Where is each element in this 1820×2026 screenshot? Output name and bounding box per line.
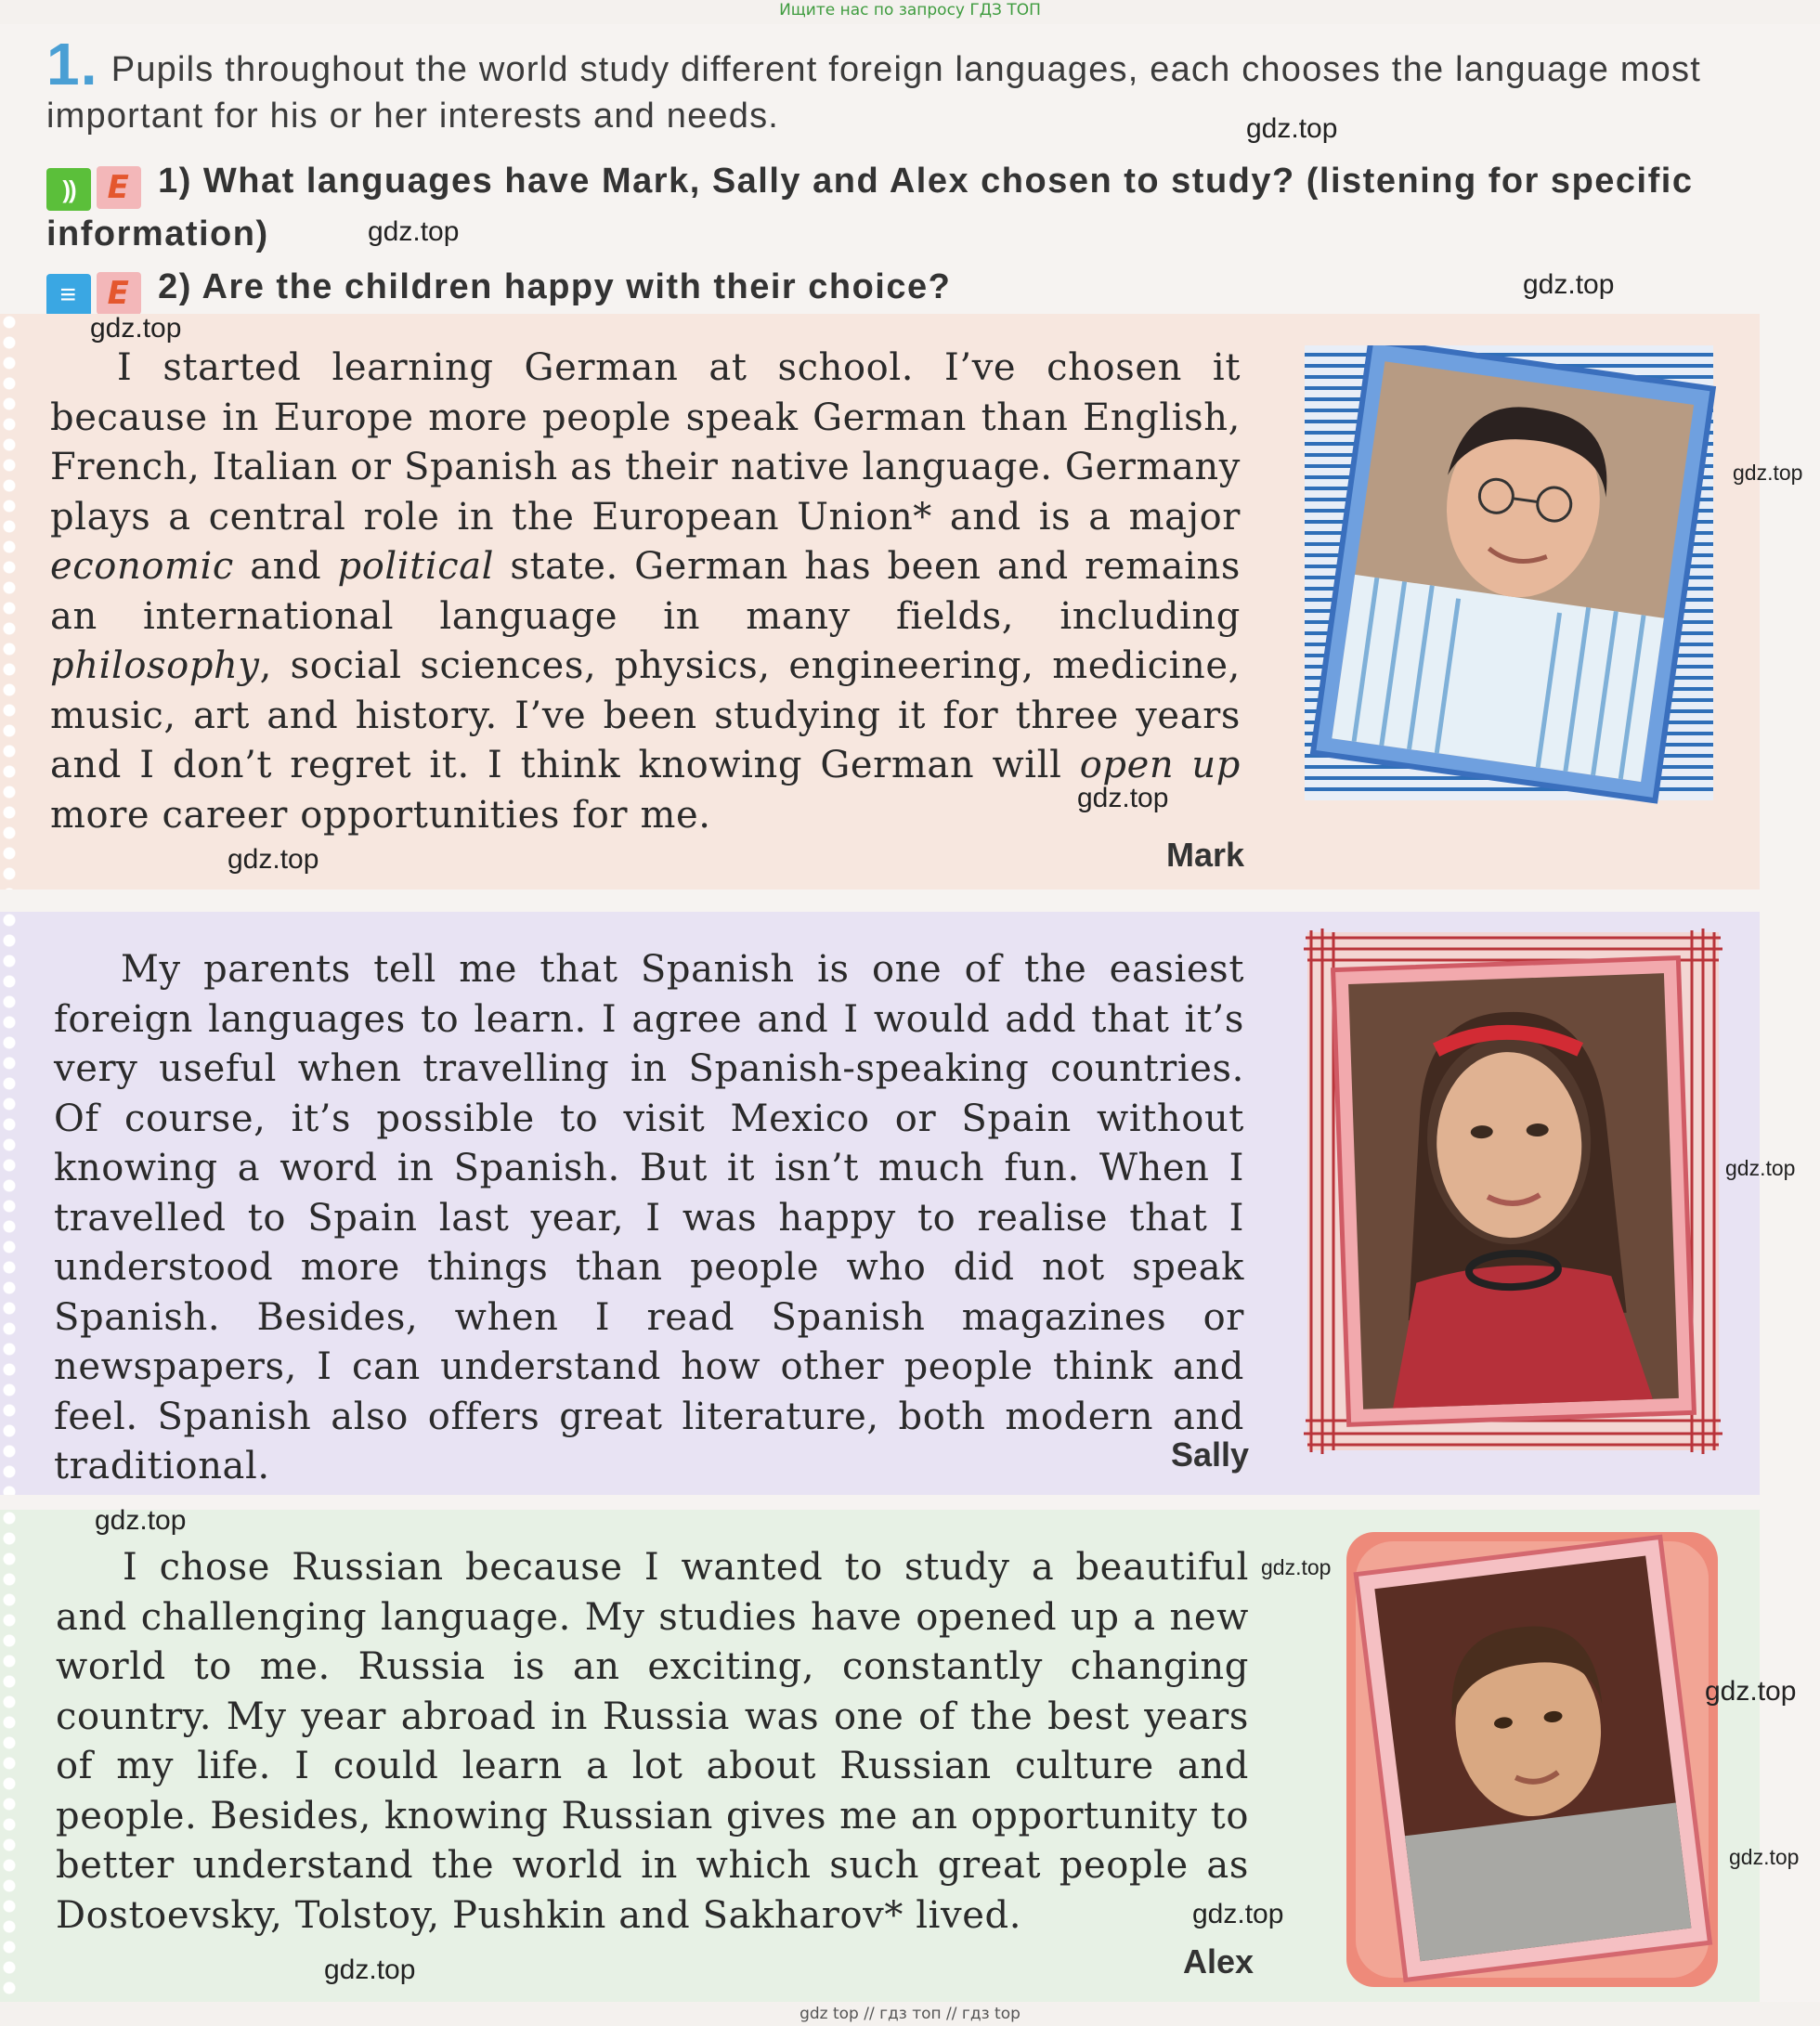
- watermark: gdz.top: [228, 844, 319, 875]
- notebook-holes: [0, 912, 24, 1495]
- watermark: gdz.top: [1246, 113, 1338, 144]
- watermark: gdz.top: [368, 216, 460, 247]
- watermark: gdz.top: [1261, 1555, 1332, 1579]
- alex-story: [56, 1543, 1249, 1941]
- alex-paragraph: I chose Russian because I wanted to study a beautiful and challenging language. My studies have opened up a new world to me. Russia is an exciting, constantly changing country. My year abroad in Russia was one of the best years of my life. I could learn a lot about Russian culture and people. Besides, knowing Russian gives me an opportunity to better understand the world in which such great people as Dostoevsky, Tolstoy, Pushkin and Sakharov* lived.: [56, 1546, 1249, 1937]
- mark-text-3: state. German has been and remains an international language in many fields, including: [50, 545, 1241, 638]
- task-2: [46, 264, 1625, 317]
- task-2-text: 2) Are the children happy with their choice?: [158, 267, 952, 306]
- photo-card: [1333, 958, 1695, 1425]
- e-icon: E: [97, 272, 141, 315]
- photo-card: [1356, 1537, 1710, 1980]
- alex-photo: [1337, 1513, 1727, 1996]
- exercise-number: 1.: [46, 31, 98, 97]
- mark-photo: [1305, 345, 1722, 810]
- mark-text-4: , social sciences, physics, engineering, medicine, music, art and history. I’ve been studying it for three years and I don’t regret it. I think knowing German will: [50, 644, 1241, 786]
- watermark: gdz.top: [1733, 461, 1803, 485]
- intro-text: Pupils throughout the world study different foreign languages, each chooses the language most important for his or her interests and needs.: [46, 50, 1701, 136]
- mark-text-5: more career opportunities for me.: [50, 793, 711, 837]
- watermark: gdz.top: [1725, 1156, 1796, 1180]
- sally-paragraph: My parents tell me that Spanish is one of the easiest foreign languages to learn. I agree and I would add that it’s very useful when travelling in Spanish-speaking countries. Of course, it’s possible to visit Mexico or Spain without knowing a word in Spanish. But it isn’t much fun. When I travelled to Spain last year, I was happy to realise that I understood more things than people who did not speak Spanish. Besides, when I read Spanish magazines or newspapers, I can understand how other people think and feel. Spanish also offers great literature, both modern and traditional.: [54, 948, 1244, 1487]
- mark-text-1: I started learning German at school. I’ve chosen it because in Europe more people speak German than English, French, Italian or Spanish as their native language. Germany plays a central role in the European Union* and is a major: [50, 346, 1241, 539]
- task-1-text: 1) What languages have Mark, Sally and Alex chosen to study? (listening for specific information): [46, 162, 1694, 253]
- mark-em-open-up: open up: [1079, 744, 1241, 786]
- bottom-banner[interactable]: gdz top // гдз топ // гдз top: [800, 2005, 1020, 2023]
- photo-card: [1313, 345, 1713, 800]
- task-1: [46, 158, 1718, 257]
- watermark: gdz.top: [1192, 1899, 1284, 1929]
- listening-icon: )): [46, 168, 91, 211]
- mark-story: [50, 344, 1241, 840]
- watermark: gdz.top: [95, 1505, 187, 1536]
- watermark: gdz.top: [1077, 783, 1169, 813]
- mark-signature: Mark: [1165, 836, 1244, 874]
- mark-em-philosophy: philosophy: [50, 644, 260, 687]
- mark-em-economic: economic: [50, 545, 234, 588]
- e-icon: E: [97, 166, 141, 209]
- sally-story: [54, 945, 1244, 1492]
- watermark: gdz.top: [324, 1955, 416, 1985]
- watermark: gdz.top: [1523, 269, 1615, 300]
- watermark: gdz.top: [1729, 1845, 1800, 1869]
- mark-paragraph: [50, 344, 1241, 840]
- sally-photo: [1302, 927, 1724, 1456]
- watermark: gdz.top: [90, 313, 182, 344]
- top-banner[interactable]: Ищите нас по запросу ГДЗ ТОП: [779, 1, 1041, 19]
- sally-signature: Sally: [1170, 1435, 1249, 1474]
- mark-text-2: and: [233, 545, 338, 588]
- reading-icon: ≡: [46, 274, 91, 317]
- notebook-holes: [0, 1510, 24, 2002]
- exercise-intro: [46, 31, 1718, 139]
- notebook-holes: [0, 314, 24, 890]
- alex-signature: Alex: [1182, 1942, 1254, 1981]
- watermark: gdz.top: [1705, 1676, 1797, 1707]
- mark-em-political: political: [337, 545, 495, 588]
